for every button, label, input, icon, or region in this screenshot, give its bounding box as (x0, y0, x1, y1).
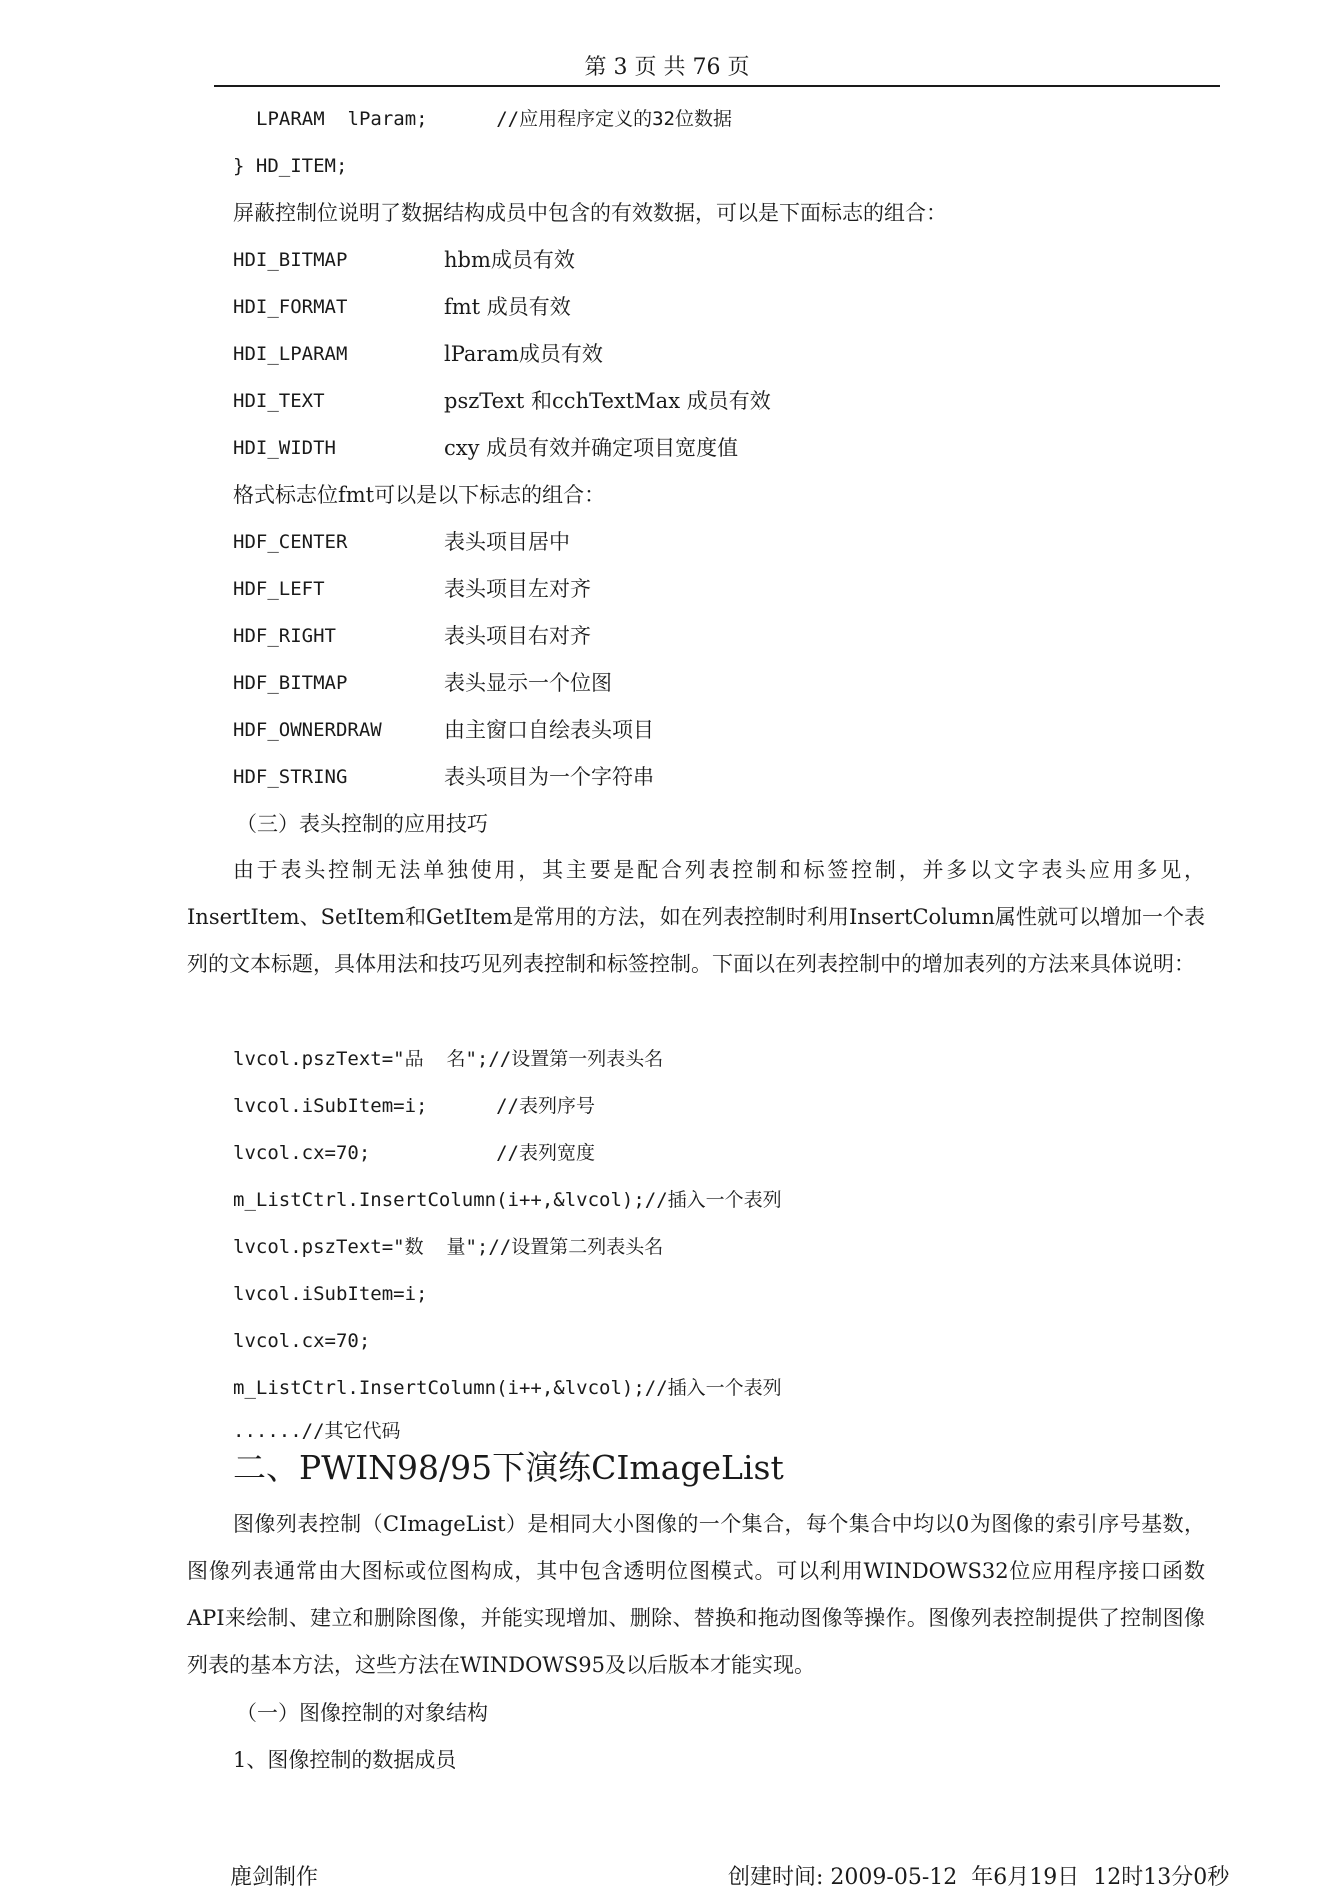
code-line: lvcol.pszText="品 名";//设置第一列表头名 (233, 1048, 664, 1070)
fmt-flag-desc: 表头项目右对齐 (444, 624, 591, 648)
page-number-label: 第 3 页 共 76 页 (584, 55, 750, 80)
mask-flag-desc: hbm成员有效 (444, 248, 575, 272)
mask-flag-name: HDI_FORMAT (233, 296, 348, 318)
fmt-intro-text: 格式标志位fmt可以是以下标志的组合： (233, 483, 606, 507)
code-line: m_ListCtrl.InsertColumn(i++,&lvcol);//插入一个表列 (233, 1189, 782, 1211)
fmt-flag-desc: 由主窗口自绘表头项目 (444, 718, 654, 742)
code-line: lvcol.cx=70; (233, 1330, 371, 1352)
code-line: m_ListCtrl.InsertColumn(i++,&lvcol);//插入一个表列 (233, 1377, 782, 1399)
fmt-flag-name: HDF_BITMAP (233, 672, 348, 694)
mask-flag-desc: fmt 成员有效 (444, 295, 571, 319)
mask-flag-desc: pszText 和cchTextMax 成员有效 (444, 389, 771, 413)
mask-flag-desc: lParam成员有效 (444, 342, 603, 366)
fmt-flag-desc: 表头显示一个位图 (444, 671, 612, 695)
mask-flag-name: HDI_TEXT (233, 390, 325, 412)
subsection1-title: （一）图像控制的对象结构 (236, 1701, 488, 1725)
fmt-flag-desc: 表头项目左对齐 (444, 577, 591, 601)
footer-created-time: 创建时间: 2009-05-12 年6月19日 12时13分0秒 (728, 1865, 1230, 1890)
mask-flag-desc: cxy 成员有效并确定项目宽度值 (444, 436, 739, 460)
code-line-lparam: LPARAM lParam; //应用程序定义的32位数据 (256, 108, 732, 130)
section3-title: （三）表头控制的应用技巧 (236, 812, 488, 836)
fmt-flag-desc: 表头项目为一个字符串 (444, 765, 654, 789)
fmt-flag-name: HDF_RIGHT (233, 625, 336, 647)
fmt-flag-name: HDF_OWNERDRAW (233, 719, 382, 741)
mask-flag-name: HDI_WIDTH (233, 437, 336, 459)
mask-flag-name: HDI_LPARAM (233, 343, 348, 365)
code-line: lvcol.cx=70; //表列宽度 (233, 1142, 595, 1164)
fmt-flag-name: HDF_CENTER (233, 531, 348, 553)
header-rule (214, 85, 1220, 87)
mask-intro-text: 屏蔽控制位说明了数据结构成员中包含的有效数据，可以是下面标志的组合： (233, 201, 947, 225)
code-line: lvcol.pszText="数 量";//设置第二列表头名 (233, 1236, 664, 1258)
code-line: lvcol.iSubItem=i; (233, 1283, 428, 1305)
fmt-flag-name: HDF_LEFT (233, 578, 325, 600)
code-line-struct-end: } HD_ITEM; (233, 155, 348, 177)
chapter-paragraph: 图像列表控制（CImageList）是相同大小图像的一个集合，每个集合中均以0为图像的索引序号基数，图像列表通常由大图标或位图构成，其中包含透明位图模式。可以利用WINDOWS32位应用程序接口函数API来绘制、建立和删除图像，并能实现增加、删除、替换和拖动图像等操作。图像列表控制提供了控制图像列表的基本方法，这些方法在WINDOWS95及以后版本才能实现。 (187, 1512, 1205, 1677)
mask-flag-name: HDI_BITMAP (233, 249, 348, 271)
page-number-header (0, 50, 1334, 84)
section3-paragraph: 由于表头控制无法单独使用，其主要是配合列表控制和标签控制，并多以文字表头应用多见，InsertItem、SetItem和GetItem是常用的方法，如在列表控制时利用InsertColumn属性就可以增加一个表列的文本标题，具体用法和技巧见列表控制和标签控制。下面以在列表控制中的增加表列的方法来具体说明： (187, 858, 1205, 976)
code-line: lvcol.iSubItem=i; //表列序号 (233, 1095, 595, 1117)
code-line: ......//其它代码 (233, 1420, 401, 1442)
chapter-heading: 二、PWIN98/95下演练CImageList (233, 1448, 784, 1487)
footer-author: 鹿剑制作 (230, 1865, 319, 1890)
fmt-flag-desc: 表头项目居中 (444, 530, 570, 554)
fmt-flag-name: HDF_STRING (233, 766, 348, 788)
subsection1-item: 1、图像控制的数据成员 (233, 1748, 457, 1772)
